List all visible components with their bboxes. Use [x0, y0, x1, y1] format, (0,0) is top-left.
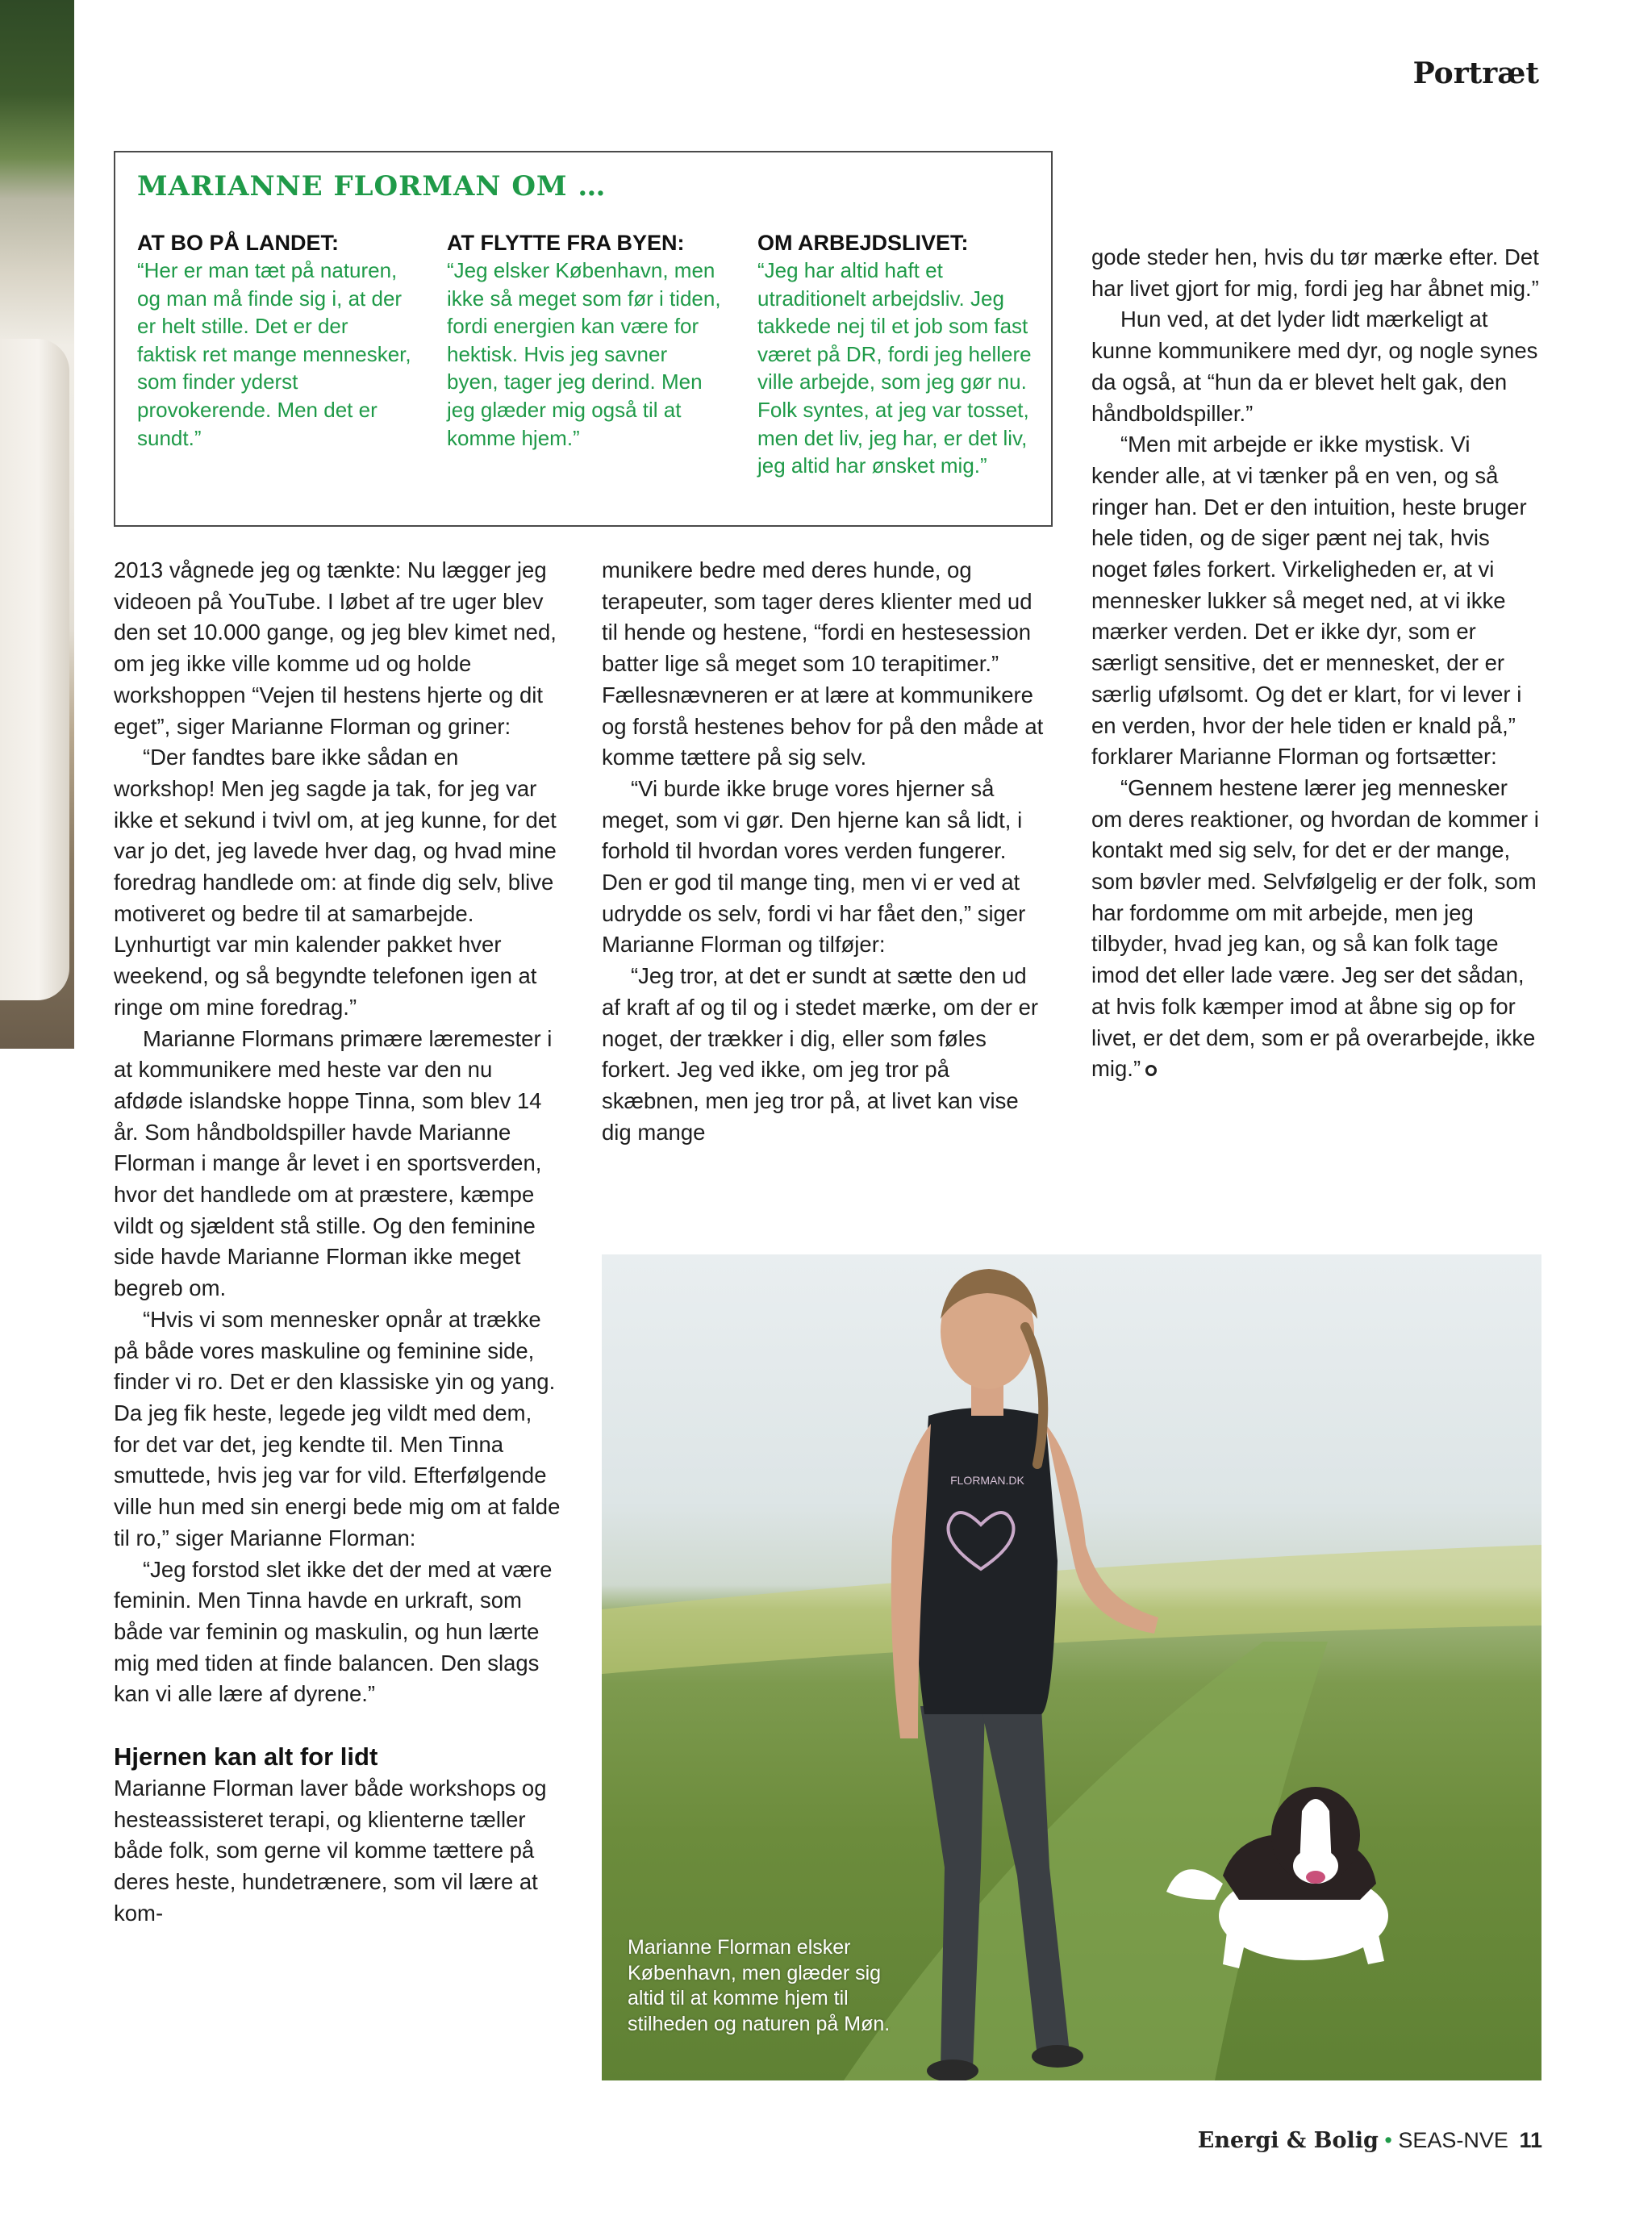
photo-caption: Marianne Florman elsker København, men glæder sig altid til at komme hjem til stilheden og naturen på Møn.: [628, 1936, 891, 2035]
paragraph: munikere bedre med deres hunde, og terapeuter, som tager deres klienter med ud til hende og hestene, “fordi en hestesession batter lige så meget som 10 terapitimer.” Fællesnævneren er at lære at kommunikere og forstå hestenes behov for på den måde at komme tættere på sig selv.: [602, 557, 1044, 770]
fact-quote: “Jeg elsker København, men ikke så meget som før i tiden, fordi energien kan være for hektisk. Hvis jeg savner byen, tager jeg derind. Men jeg glæder mig også til at komme hjem.”: [447, 258, 721, 450]
footer-brand: Energi & Bolig: [1197, 2128, 1379, 2153]
article-column-3: [1091, 242, 1541, 1085]
paragraph: “Jeg tror, at det er sundt at sætte den ud af kraft af og til og i stedet mærke, om der er noget, der trækker i dig, eller som føles forkert. Jeg ved ikke, om jeg tror på skæbnen, men jeg tror på, at livet kan vise dig mange: [602, 963, 1039, 1145]
paragraph: Hun ved, at det lyder lidt mærkeligt at kunne kommunikere med dyr, og nogle synes da også, at “hun da er blevet helt gak, den håndboldspiller.”: [1091, 307, 1538, 426]
footer-separator: •: [1384, 2128, 1392, 2152]
fact-quote: “Her er man tæt på naturen, og man må finde sig i, at der er helt stille. Det er der faktisk ret mange mennesker, som finder yderst provokerende. Men det er sundt.”: [137, 258, 411, 450]
paragraph: “Der fandtes bare ikke sådan en workshop! Men jeg sagde ja tak, for jeg var ikke et sekund i tvivl om, at jeg kunne, for det var jo det, jeg lavede hver dag, og hvad mine foredrag handlede om: at finde dig selv, blive motiveret og bedre til at samarbejde. Lynhurtigt var min kalender pakket hver weekend, og så begyndte telefonen igen at ringe om mine foredrag.”: [114, 745, 557, 1020]
fact-item-arbejdslivet: [757, 229, 1032, 480]
portrait-photo: [602, 1254, 1541, 2080]
page-footer: [1198, 2128, 1542, 2153]
edge-photo-strip: [0, 0, 74, 1049]
fact-heading: AT BO PÅ LANDET:: [137, 231, 339, 255]
paragraph: “Men mit arbejde er ikke mystisk. Vi kender alle, at vi tænker på en ven, og så ringer han. Det er den intuition, heste bruger hele tiden, og de siger pænt nej tak, hvis noget føles forkert. Virkeligheden er, at vi mennesker lukker så meget ned, at vi ikke mærker verden. Det er ikke dyr, som er særligt sensitive, det er mennesket, der er særlig ufølsomt. Og det er klart, for vi lever i en verden, hvor der hele tiden er knald på,” forklarer Marianne Florman og fortsætter:: [1091, 432, 1527, 770]
paragraph: Marianne Florman laver både workshops og hesteassisteret terapi, og klienterne tæller både folk, som gerne vil komme tættere på deres heste, hundetrænere, som vil lære at kom-: [114, 1776, 547, 1926]
paragraph: “Hvis vi som mennesker opnår at trække på både vores maskuline og feminine side, finder vi ro. Det er den klassiske yin og yang. Da jeg fik heste, legede jeg vildt med dem, for det var det, jeg kendte til. Men Tinna smuttede, hvis jeg var for vild. Efterfølgende ville hun med sin energi bede mig om at falde til ro,” siger Marianne Florman:: [114, 1306, 561, 1550]
fact-quote: “Jeg har altid haft et utraditionelt arbejdsliv. Jeg takkede nej til et job som fast været på DR, fordi jeg hellere ville arbejde, som jeg gør nu. Folk syntes, at jeg var tosset, men det liv, jeg har, er det liv, jeg altid har ønsket mig.”: [757, 258, 1032, 478]
article-end-icon: [1145, 1065, 1157, 1076]
fact-item-landet: [137, 229, 411, 452]
fact-heading: OM ARBEJDSLIVET:: [757, 231, 969, 255]
factbox-title: MARIANNE FLORMAN OM …: [137, 170, 607, 202]
paragraph: gode steder hen, hvis du tør mærke efter. Det har livet gjort for mig, fordi jeg har åbnet mig.”: [1091, 244, 1539, 301]
page-number: 11: [1519, 2128, 1542, 2152]
section-label: Portræt: [1412, 56, 1539, 90]
paragraph: [1091, 773, 1541, 1085]
paragraph: “Vi burde ikke bruge vores hjerner så meget, som vi gør. Den hjerne kan så lidt, i forhold til hvordan vores verden fungerer. Den er god til mange ting, men vi er ved at udrydde os selv, fordi vi har fået den,” siger Marianne Florman og tilføjer:: [602, 775, 1026, 958]
factbox: [114, 151, 1053, 527]
paragraph: Marianne Flormans primære læremester i at kommunikere med heste var den nu afdøde islandske hoppe Tinna, som blev 14 år. Som håndboldspiller havde Marianne Florman i mange år levet i en sportsverden, hvor det handlede om at præstere, kæmpe vildt og sjældent stå stille. Og den feminine side havde Marianne Florman ikke meget begreb om.: [114, 1025, 553, 1301]
horse-image-fragment: [0, 339, 69, 1000]
footer-publisher: SEAS-NVE: [1398, 2128, 1508, 2152]
article-column-1: [114, 555, 562, 1930]
paragraph: 2013 vågnede jeg og tænkte: Nu lægger jeg videoen på YouTube. I løbet af tre uger blev den set 10.000 gange, og jeg blev kimet ned, om jeg ikke ville komme ud og holde workshoppen “Vejen til hestens hjerte og dit eget”, siger Marianne Florman og griner:: [114, 557, 557, 739]
paragraph: “Jeg forstod slet ikke det der med at være feminin. Men Tinna havde en urkraft, som både var feminin og maskulin, og hun lærte mig med tiden at finde balancen. Den slags kan vi alle lære af dyrene.”: [114, 1556, 553, 1707]
article-column-2: [602, 555, 1050, 1148]
fact-item-byen: [447, 229, 721, 452]
paragraph-text: “Gennem hestene lærer jeg mennesker om deres reaktioner, og hvordan de kommer i kontakt med sig selv, for det er der mange, som bøvler med. Selvfølgelig er der folk, som har fordomme om mit arbejde, men jeg tilbyder, hvad jeg kan, og så kan folk tage imod det eller lade være. Jeg ser det sådan, at hvis folk kæmper imod at åbne sig op for livet, er det dem, som er på overarbejde, ikke mig.”: [1091, 774, 1539, 1082]
shirt-print-text: FLORMAN.DK: [950, 1474, 1024, 1487]
subheading: Hjernen kan alt for lidt: [114, 1742, 378, 1772]
fact-heading: AT FLYTTE FRA BYEN:: [447, 231, 685, 255]
